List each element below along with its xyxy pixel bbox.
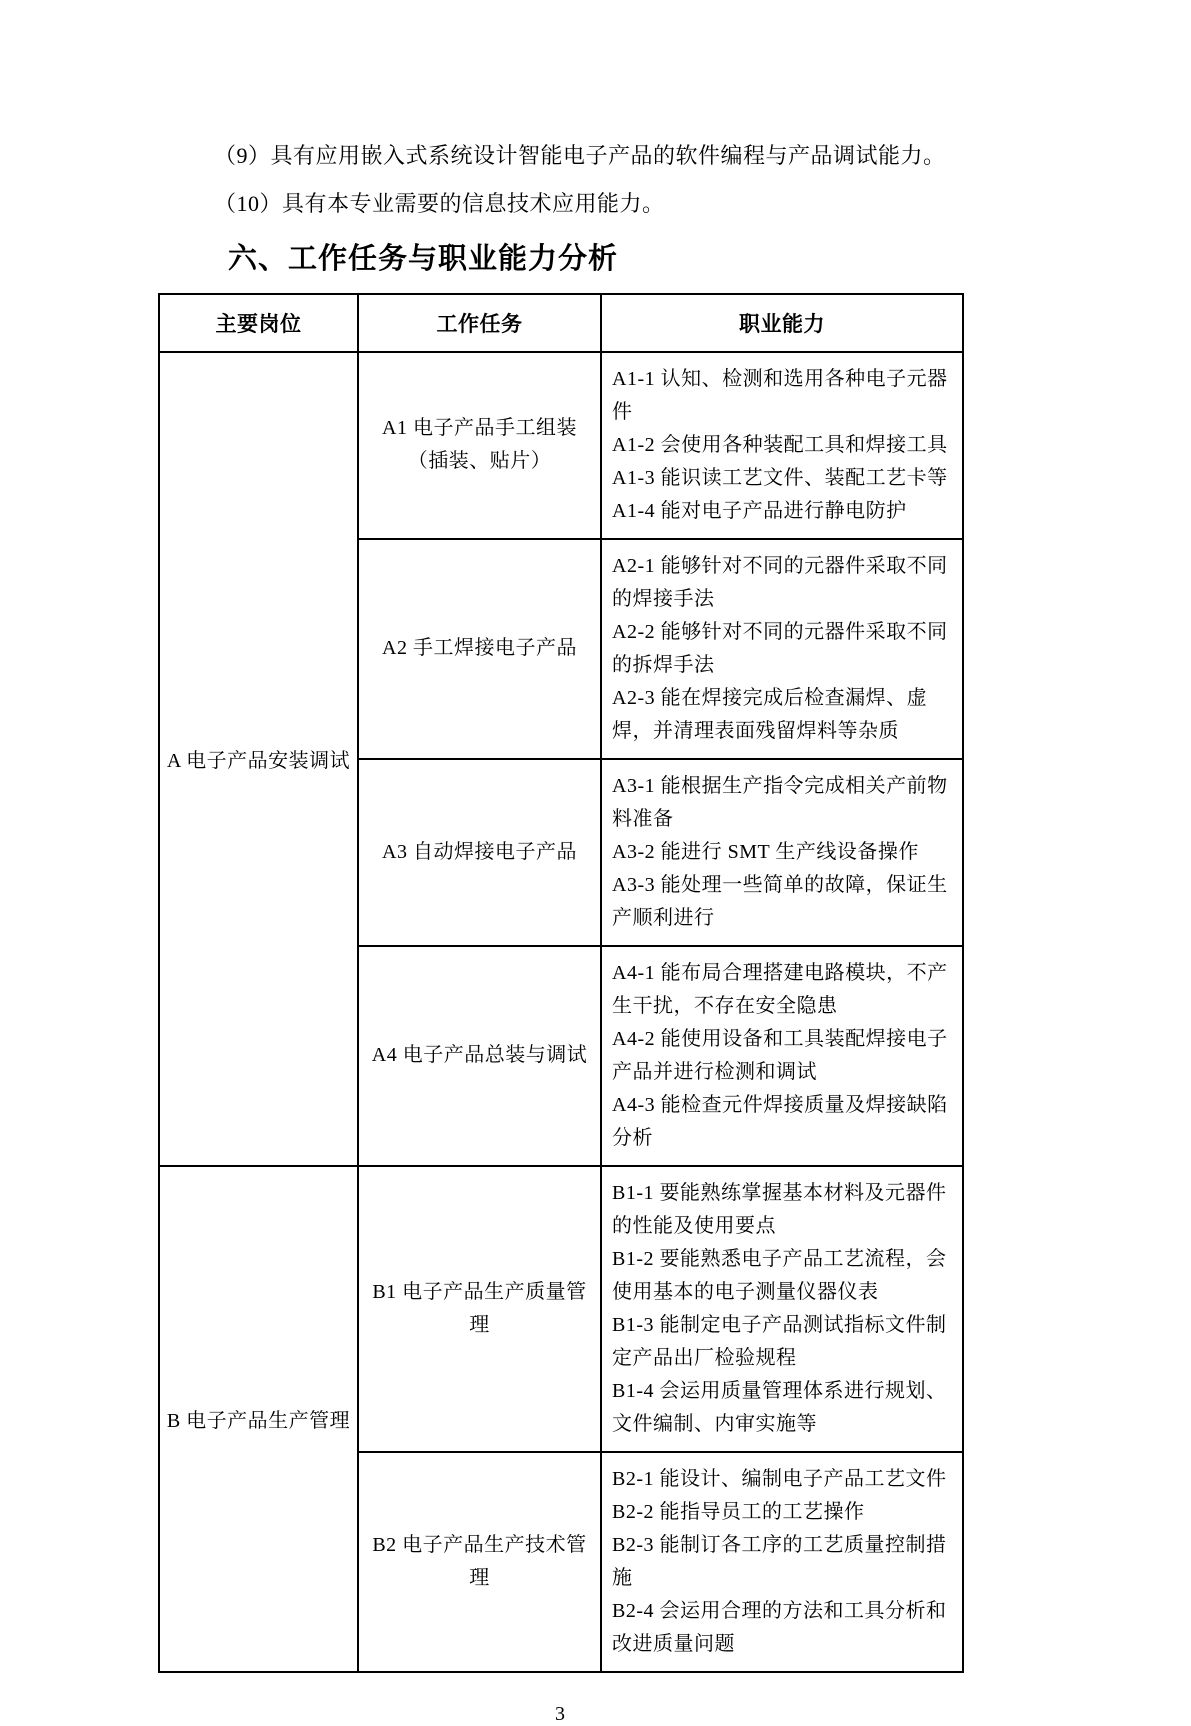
column-header-ability: 职业能力 bbox=[601, 294, 963, 352]
column-header-position: 主要岗位 bbox=[159, 294, 358, 352]
task-line: A3 自动焊接电子产品 bbox=[382, 840, 577, 863]
ability-item: A3-3 能处理一些简单的故障，保证生产顺利进行 bbox=[612, 873, 948, 929]
task-line: B2 电子产品生产技术管理 bbox=[372, 1533, 587, 1589]
ability-item: B2-4 会运用合理的方法和工具分析和改进质量问题 bbox=[612, 1599, 947, 1655]
ability-cell bbox=[601, 946, 963, 1166]
task-cell bbox=[358, 1452, 601, 1672]
page-number: 3 bbox=[555, 1702, 565, 1725]
ability-item: B1-3 能制定电子产品测试指标文件制定产品出厂检验规程 bbox=[612, 1313, 947, 1369]
ability-item: A2-1 能够针对不同的元器件采取不同的焊接手法 bbox=[612, 554, 948, 610]
ability-item: A3-1 能根据生产指令完成相关产前物料准备 bbox=[612, 774, 948, 830]
ability-item: A4-1 能布局合理搭建电路模块，不产生干扰，不存在安全隐患 bbox=[612, 961, 948, 1017]
task-cell bbox=[358, 1166, 601, 1452]
ability-item: B2-3 能制订各工序的工艺质量控制措施 bbox=[612, 1533, 947, 1589]
section-heading: 六、工作任务与职业能力分析 bbox=[228, 242, 619, 275]
ability-item: B1-4 会运用质量管理体系进行规划、文件编制、内审实施等 bbox=[612, 1379, 947, 1435]
ability-item: A1-4 能对电子产品进行静电防护 bbox=[612, 499, 907, 522]
task-cell bbox=[358, 946, 601, 1166]
ability-item: B2-2 能指导员工的工艺操作 bbox=[612, 1500, 865, 1523]
task-line: A2 手工焊接电子产品 bbox=[382, 637, 577, 660]
position-cell: A 电子产品安装调试 bbox=[159, 352, 358, 1166]
ability-cell bbox=[601, 539, 963, 759]
position-cell: B 电子产品生产管理 bbox=[159, 1166, 358, 1672]
ability-item: A1-2 会使用各种装配工具和焊接工具 bbox=[612, 433, 948, 456]
table-body bbox=[159, 352, 963, 1672]
column-header-task: 工作任务 bbox=[358, 294, 601, 352]
task-cell bbox=[358, 759, 601, 946]
ability-item: A1-1 认知、检测和选用各种电子元器件 bbox=[612, 367, 948, 423]
ability-item: B1-1 要能熟练掌握基本材料及元器件的性能及使用要点 bbox=[612, 1181, 947, 1237]
table-row bbox=[159, 1166, 963, 1452]
ability-item: A4-2 能使用设备和工具装配焊接电子产品并进行检测和调试 bbox=[612, 1027, 948, 1083]
ability-item: A3-2 能进行 SMT 生产线设备操作 bbox=[612, 840, 919, 863]
table-header-row bbox=[159, 294, 963, 352]
ability-item: B1-2 要能熟悉电子产品工艺流程，会使用基本的电子测量仪器仪表 bbox=[612, 1247, 947, 1303]
ability-item: B2-1 能设计、编制电子产品工艺文件 bbox=[612, 1467, 947, 1490]
ability-cell bbox=[601, 1452, 963, 1672]
ability-cell bbox=[601, 759, 963, 946]
ability-item: A4-3 能检查元件焊接质量及焊接缺陷分析 bbox=[612, 1093, 948, 1149]
task-line: A4 电子产品总装与调试 bbox=[371, 1044, 588, 1067]
task-line: B1 电子产品生产质量管理 bbox=[372, 1280, 587, 1336]
table-row bbox=[159, 352, 963, 539]
task-table bbox=[158, 293, 964, 1673]
task-cell bbox=[358, 539, 601, 759]
task-cell bbox=[358, 352, 601, 539]
ability-item: A2-2 能够针对不同的元器件采取不同的拆焊手法 bbox=[612, 620, 948, 676]
ability-cell bbox=[601, 1166, 963, 1452]
paragraph-item-10: （10）具有本专业需要的信息技术应用能力。 bbox=[214, 190, 665, 216]
paragraph-item-9: （9）具有应用嵌入式系统设计智能电子产品的软件编程与产品调试能力。 bbox=[214, 143, 946, 168]
ability-cell bbox=[601, 352, 963, 539]
task-line: A1 电子产品手工组装 bbox=[382, 417, 577, 440]
ability-item: A1-3 能识读工艺文件、装配工艺卡等 bbox=[612, 466, 948, 489]
ability-item: A2-3 能在焊接完成后检查漏焊、虚焊，并清理表面残留焊料等杂质 bbox=[612, 686, 928, 742]
task-line: （插装、贴片） bbox=[407, 450, 552, 473]
